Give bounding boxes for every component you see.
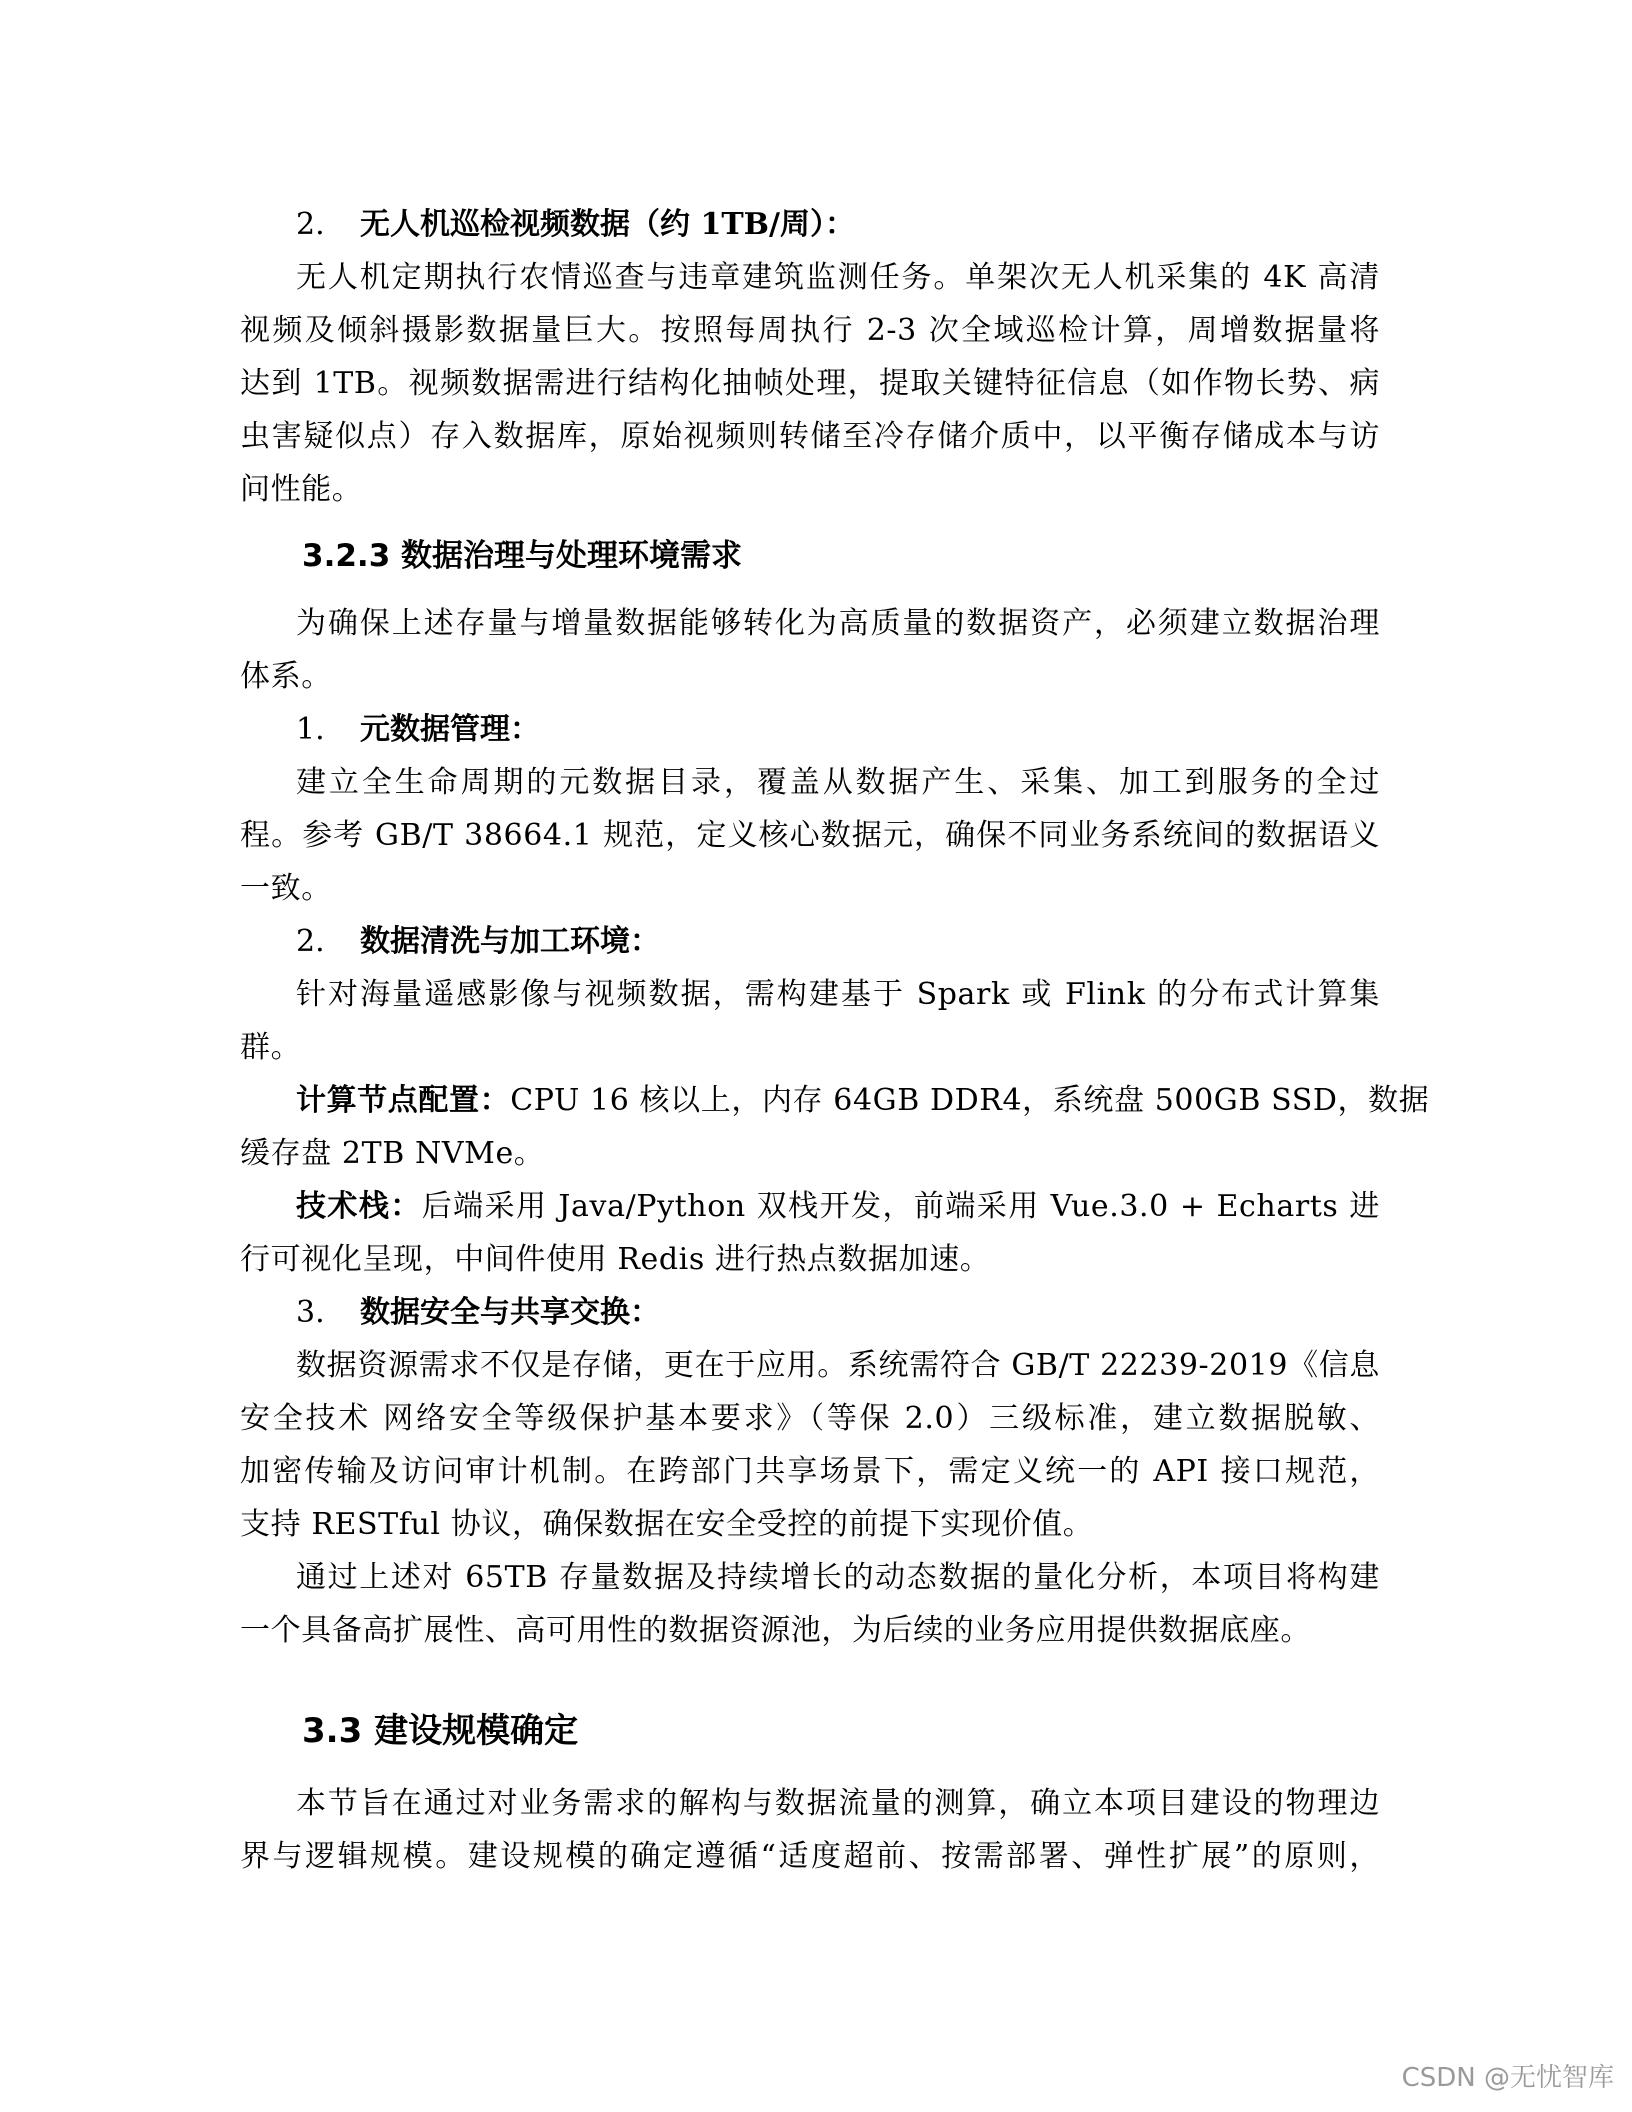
paragraph-line: 数据资源需求不仅是存储，更在于应用。系统需符合 GB/T 22239-2019《信息 [296,1348,1380,1383]
paragraph-line: 通过上述对 65TB 存量数据及持续增长的动态数据的量化分析，本项目将构建 [296,1560,1380,1595]
list-number: 1. [296,712,325,747]
paragraph-line: 建立全生命周期的元数据目录，覆盖从数据产生、采集、加工到服务的全过 [296,765,1380,800]
paragraph-line: 虫害疑似点）存入数据库，原始视频则转储至冷存储介质中，以平衡存储成本与访 [240,419,1380,454]
paragraph-line: 界与逻辑规模。建设规模的确定遵循“适度超前、按需部署、弹性扩展”的原则， [240,1839,1380,1874]
tech-stack-label: 技术栈： [296,1189,422,1224]
document-content [240,198,1430,1883]
list-number: 2. [296,207,325,242]
paragraph-line: 一个具备高扩展性、高可用性的数据资源池，为后续的业务应用提供数据底座。 [240,1613,1311,1648]
paragraph-line: 为确保上述存量与增量数据能够转化为高质量的数据资产，必须建立数据治理 [296,606,1380,641]
paragraph-line: 针对海量遥感影像与视频数据，需构建基于 Spark 或 Flink 的分布式计算集 [296,977,1380,1012]
paragraph-line: 缓存盘 2TB NVMe。 [240,1136,545,1171]
compute-config-label: 计算节点配置： [296,1083,511,1118]
paragraph-line: 安全技术 网络安全等级保护基本要求》（等保 2.0）三级标准，建立数据脱敏、 [240,1401,1380,1436]
paragraph-line: 达到 1TB。视频数据需进行结构化抽帧处理，提取关键特征信息（如作物长势、病 [240,366,1380,401]
list-number: 2. [296,924,325,959]
list-item-security [240,1286,1380,1339]
list-item-cleaning-env [240,915,1380,968]
paragraph-line: 本节旨在通过对业务需求的解构与数据流量的测算，确立本项目建设的物理边 [296,1786,1380,1821]
section-heading-3-2-3: 3.2.3 数据治理与处理环境需求 [302,538,743,574]
compute-config-line [240,1074,1430,1127]
tech-stack-line [240,1180,1380,1233]
paragraph-line: 加密传输及访问审计机制。在跨部门共享场景下，需定义统一的 API 接口规范， [240,1454,1380,1489]
list-item-drone-video [240,198,1380,251]
paragraph-line: 行可视化呈现，中间件使用 Redis 进行热点数据加速。 [240,1242,991,1277]
list-title: 数据安全与共享交换： [360,1295,660,1330]
paragraph-line: 群。 [240,1030,302,1065]
section-heading-3-3: 3.3 建设规模确定 [302,1711,579,1751]
list-title: 无人机巡检视频数据（约 1TB/周）： [360,207,855,242]
list-number: 3. [296,1295,325,1330]
list-title: 数据清洗与加工环境： [360,924,660,959]
paragraph-line: 一致。 [240,871,332,906]
list-title: 元数据管理： [360,712,540,747]
compute-config-text: CPU 16 核以上，内存 64GB DDR4，系统盘 500GB SSD，数据 [510,1083,1430,1118]
watermark: CSDN @无忧智库 [1401,2063,1614,2093]
paragraph-line: 无人机定期执行农情巡查与违章建筑监测任务。单架次无人机采集的 4K 高清 [296,260,1380,295]
paragraph-line: 体系。 [240,659,332,694]
paragraph-line: 程。参考 GB/T 38664.1 规范，定义核心数据元，确保不同业务系统间的数据语义 [240,818,1380,853]
list-item-metadata [240,703,1380,756]
paragraph-line: 支持 RESTful 协议，确保数据在安全受控的前提下实现价值。 [240,1507,1094,1542]
paragraph-line: 问性能。 [240,472,363,507]
paragraph-line: 视频及倾斜摄影数据量巨大。按照每周执行 2-3 次全域巡检计算，周增数据量将 [240,313,1380,348]
tech-stack-text: 后端采用 Java/Python 双栈开发，前端采用 Vue.3.0 + Echarts 进 [421,1189,1381,1224]
